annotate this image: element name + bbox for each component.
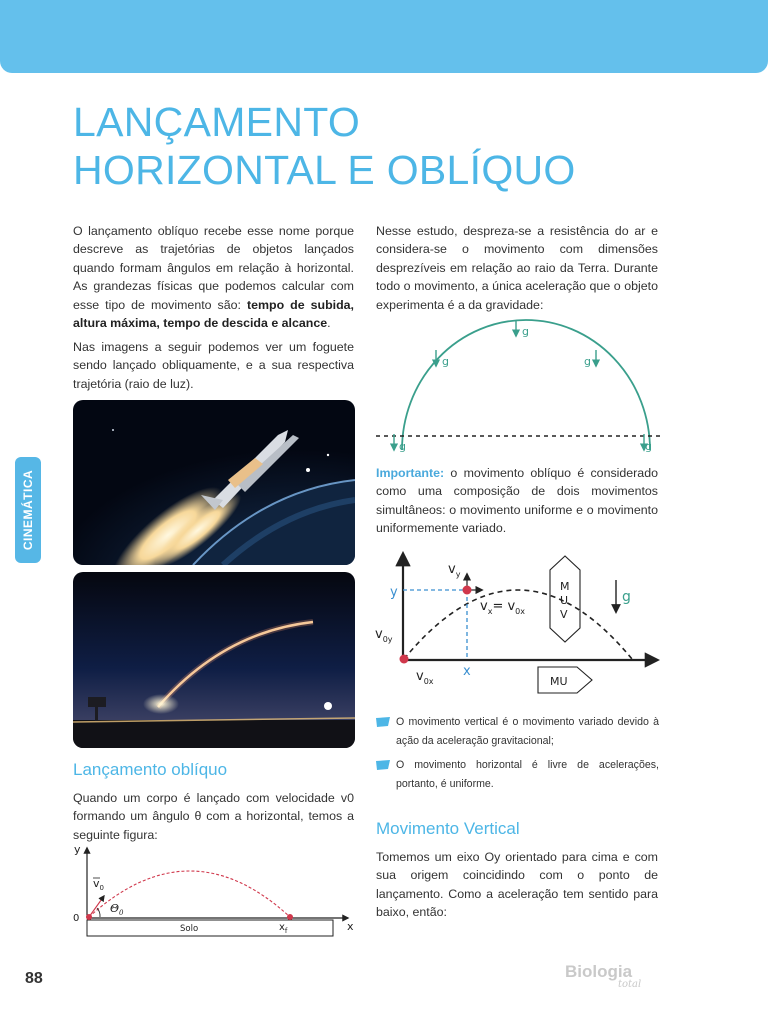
rocket-paragraph: Nas imagens a seguir podemos ver um foguete sendo lançado obliquamente, e a sua respectiva trajetória (raio de luz). <box>73 340 354 391</box>
xf-label: $x_f$ <box>279 922 288 935</box>
components-diagram <box>370 546 665 696</box>
comp-parabola <box>404 590 632 659</box>
muv-u: U <box>560 594 569 607</box>
intro-paragraph <box>73 222 354 332</box>
page-number: 88 <box>25 970 43 987</box>
intro-end: . <box>327 316 331 331</box>
v0-label: $v_0$ <box>93 877 104 892</box>
brand-logo: Biologia <box>565 962 633 981</box>
traj-x-label: x <box>347 920 354 933</box>
oblique-paragraph: Quando um corpo é lançado com velocidade v0 formando um ângulo θ com a horizontal, temos a seguinte figura: <box>73 791 354 842</box>
important-text: o movimento oblíquo é considerado como uma composição de dois movimentos simultâneos: o movimento uniforme e o movimento uniformemente variado. <box>376 466 658 536</box>
comp-origin-point <box>400 655 409 664</box>
g-label-top: g <box>522 325 529 338</box>
bullet-vertical <box>376 713 659 751</box>
bullet-horizontal-text: O movimento horizontal é livre de acelerações, portanto, é uniforme. <box>396 759 659 790</box>
ground-box <box>87 920 333 936</box>
vx-equation: $v_x= v_{0x}$ <box>480 599 525 616</box>
title-line-1: LANÇAMENTO <box>73 99 361 145</box>
g-label-bottom-right: g <box>645 440 652 453</box>
v0y-label: $v_{0y}$ <box>375 627 393 644</box>
vy-label: $v_y$ <box>448 562 461 579</box>
chapter-label: CINEMÁTICA <box>21 469 35 551</box>
brand-logo-sub: total <box>618 979 642 990</box>
x-label: x <box>463 664 471 679</box>
landing-point <box>287 914 293 920</box>
launch-trail-photo <box>73 572 355 748</box>
title-line-2: HORIZONTAL E OBLÍQUO <box>73 147 576 193</box>
assumptions-paragraph: Nesse estudo, despreza-se a resistência do ar e considera-se o movimento com dimensões desprezíveis em relação ao raio da Terra. Durante todo o movimento, a única aceleração que o objeto experimenta é a da gravidade: <box>376 224 658 312</box>
important-paragraph <box>376 464 658 538</box>
position-point <box>463 586 472 595</box>
bullet-icon <box>376 760 390 770</box>
g-label-right: g <box>584 355 591 368</box>
g-label-bottom-left: g <box>399 440 406 453</box>
header-bar <box>0 0 768 73</box>
traj-y-label: y <box>74 843 81 856</box>
bullet-icon <box>376 717 390 727</box>
muv-m: M <box>560 580 570 593</box>
comp-g-label: g <box>622 589 631 605</box>
gravity-diagram <box>372 312 664 462</box>
v0x-label: $v_{0x}$ <box>416 669 434 686</box>
gravity-arc <box>402 320 650 450</box>
muv-v: V <box>560 608 568 621</box>
bullet-vertical-text: O movimento vertical é o movimento variado devido à ação da aceleração gravitacional; <box>396 716 659 747</box>
theta-label: $\Theta_0$ <box>110 902 124 917</box>
chapter-side-tab <box>15 457 41 563</box>
shuttle-photo <box>73 400 355 565</box>
origin-label: 0 <box>73 913 80 924</box>
important-label: Importante: <box>376 466 445 480</box>
bullet-horizontal <box>376 756 659 794</box>
oblique-section-title: Lançamento oblíquo <box>73 760 228 779</box>
intro-bold: tempo de subida, altura máxima, tempo de descida e alcance <box>73 297 354 331</box>
mu-label: MU <box>550 675 568 688</box>
ground-label: Solo <box>180 924 199 934</box>
page-title <box>73 98 576 194</box>
launch-point <box>86 914 92 920</box>
vertical-section-title: Movimento Vertical <box>376 819 520 838</box>
trajectory-diagram <box>60 840 360 940</box>
y-label: y <box>390 585 398 600</box>
vertical-paragraph: Tomemos um eixo Oy orientado para cima e com sua origem coincidindo com o ponto de lançamento. Como a aceleração tem sentido para baixo, então: <box>376 850 658 920</box>
g-label-left: g <box>442 355 449 368</box>
intro-text: O lançamento oblíquo recebe esse nome porque descreve as trajetórias de objetos lançados quando formam ângulos em relação à horizontal. As grandezas físicas que podemos calcular com esse tipo de movimento são: <box>73 224 354 312</box>
